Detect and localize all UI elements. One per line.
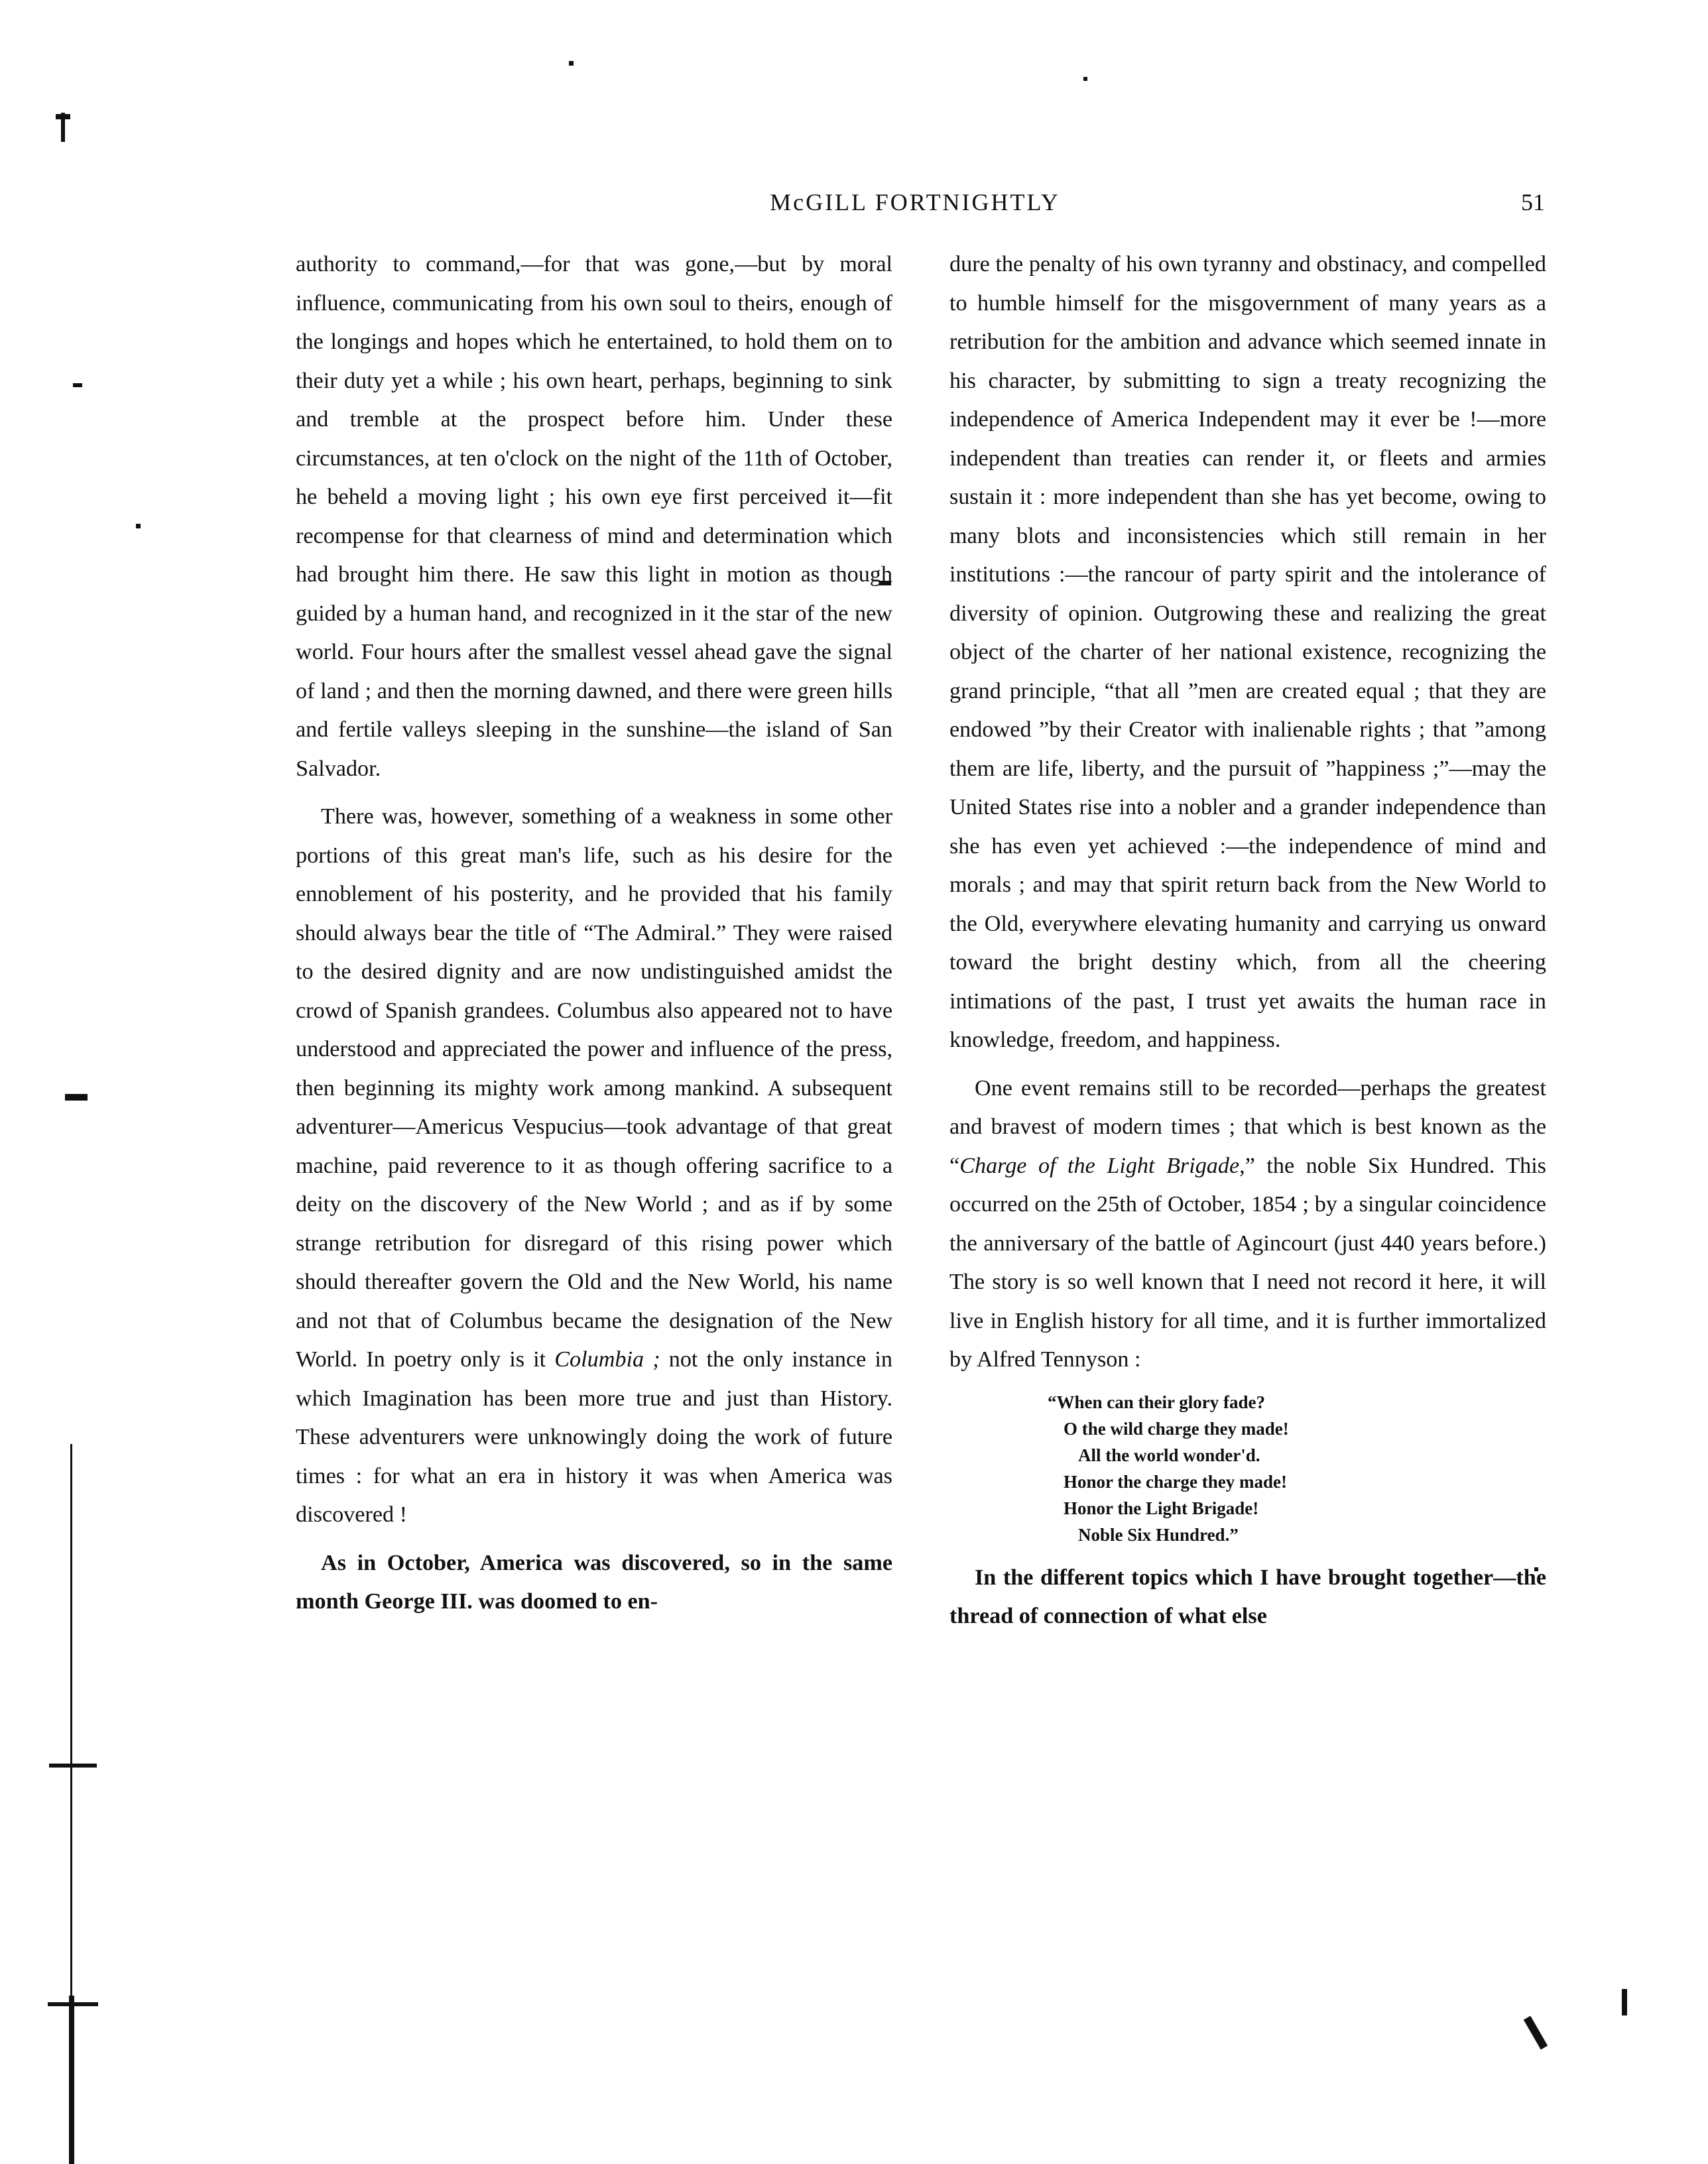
right-column (949, 245, 1546, 1636)
poem-line: Honor the charge they made! (1064, 1471, 1287, 1492)
poem-line: “When can their glory fade? (1048, 1392, 1265, 1412)
paragraph: In the different topics which I have brought together—the thread of connection of what else (949, 1565, 1546, 1628)
poem-line: All the world wonder'd. (1078, 1445, 1260, 1465)
poem-line: Noble Six Hundred.” (1078, 1524, 1239, 1545)
scan-mark (1083, 77, 1087, 81)
scan-mark (48, 2002, 98, 2006)
scan-mark (65, 1094, 88, 1101)
page-number: 51 (1521, 189, 1545, 215)
left-column (296, 245, 892, 1622)
paragraph-text: One event remains still to be recorded—perhaps the greatest and bravest of modern times ; that which is best known as the “ (949, 1075, 1546, 1178)
paragraph-text: not the only instance in which Imagination has been more true and just than History. These adventurers were unknowingly doing the work of future times : for what an era in history it was when America was discovered ! (296, 1347, 893, 1527)
paragraph-text: There was, however, something of a weakness in some other portions of this great man's life, such as his desire for the ennoblement of his posterity, and he provided that his family should always bear the title of “The Admiral.” They were raised to the desired dignity and are now undistinguished amidst the crowd of Spanish grandees. Columbus also appeared not to have understood and appreciated the power and influence of the press, then beginning its mighty work among mankind. A subsequent adventurer—Americus Vespucius—took advantage of that great machine, paid reverence to it as though offering sacrifice to a deity on the discovery of the New World ; and as if by some strange retribution for disregard of this rising power which should thereafter govern the Old and the New World, his name and not that of Columbus became the designation of the New World. In poetry only is it (296, 804, 892, 1372)
scan-mark (569, 61, 574, 66)
page-header (285, 188, 1545, 223)
scan-mark (56, 114, 70, 119)
paragraph: authority to command,—for that was gone,—but by moral influence, communicating from his own soul to theirs, enough of the longings and hopes which he entertained, to hold them on to their duty yet a while ; his own heart, perhaps, beginning to sink and tremble at the prospect before him. Under these circumstances, at ten o'clock on the night of the 11th of October, he beheld a moving light ; his own eye first perceived it—fit recompense for that clearness of mind and determination which had brought him there. He saw this light in motion as though guided by a human hand, and recognized in it the star of the new world. Four hours after the smallest vessel ahead gave the signal of land ; and then the morning dawned, and there were green hills and fertile valleys sleeping in the sunshine—the island of San Salvador. (296, 252, 892, 781)
running-title: McGILL FORTNIGHTLY (770, 189, 1060, 215)
paragraph (296, 798, 892, 1535)
scan-mark (49, 1764, 97, 1768)
poem-line: Honor the Light Brigade! (1064, 1498, 1259, 1518)
poem-line: O the wild charge they made! (1064, 1418, 1289, 1439)
paragraph (949, 1069, 1546, 1380)
italic-title: Charge of the Light Brigade, (959, 1153, 1245, 1178)
paragraph: As in October, America was discovered, so in the same month George III. was doomed to en- (296, 1550, 892, 1614)
paragraph-text: ” the noble Six Hundred. This occurred on the 25th of October, 1854 ; by a singular coincidence the anniversary of the battle of Agincourt (just 440 years before.) The story is so well known that I need not record it here, it will live in English history for all time, and it is further immortalized by Alfred Tennyson : (949, 1153, 1546, 1372)
paragraph: dure the penalty of his own tyranny and obstinacy, and compelled to humble himself for the misgovernment of many years as a retribution for the ambition and advance which seemed innate in his character, by submitting to sign a treaty recognizing the independence of America Independent may it ever be !—more independent than treaties can render it, or fleets and armies sustain it : more independent than she has yet become, owing to many blots and inconsistencies which still remain in her institutions :—the rancour of party spirit and the intolerance of diversity of opinion. Outgrowing these and realizing the great object of the charter of her national existence, recognizing the grand principle, “that all ”men are created equal ; that they are endowed ”by their Creator with inalienable rights ; that ”among them are life, liberty, and the pursuit of ”happiness ;”—may the United States rise into a nobler and a grander independence than she has even yet achieved :—the independence of mind and morals ; and may that spirit return back from the New World to the Old, everywhere elevating humanity and carrying us onward toward the bright destiny which, from all the cheering intimations of the past, I trust yet awaits the human race in knowledge, freedom, and happiness. (949, 252, 1546, 1052)
scan-mark (1622, 1989, 1627, 2015)
scan-mark (73, 383, 82, 387)
italic-term: Columbia ; (554, 1347, 660, 1372)
poem-quotation (949, 1389, 1546, 1548)
scan-mark (69, 1996, 74, 2164)
scan-mark (136, 524, 141, 528)
scan-mark (1524, 2015, 1548, 2049)
scan-mark (70, 1444, 72, 2008)
